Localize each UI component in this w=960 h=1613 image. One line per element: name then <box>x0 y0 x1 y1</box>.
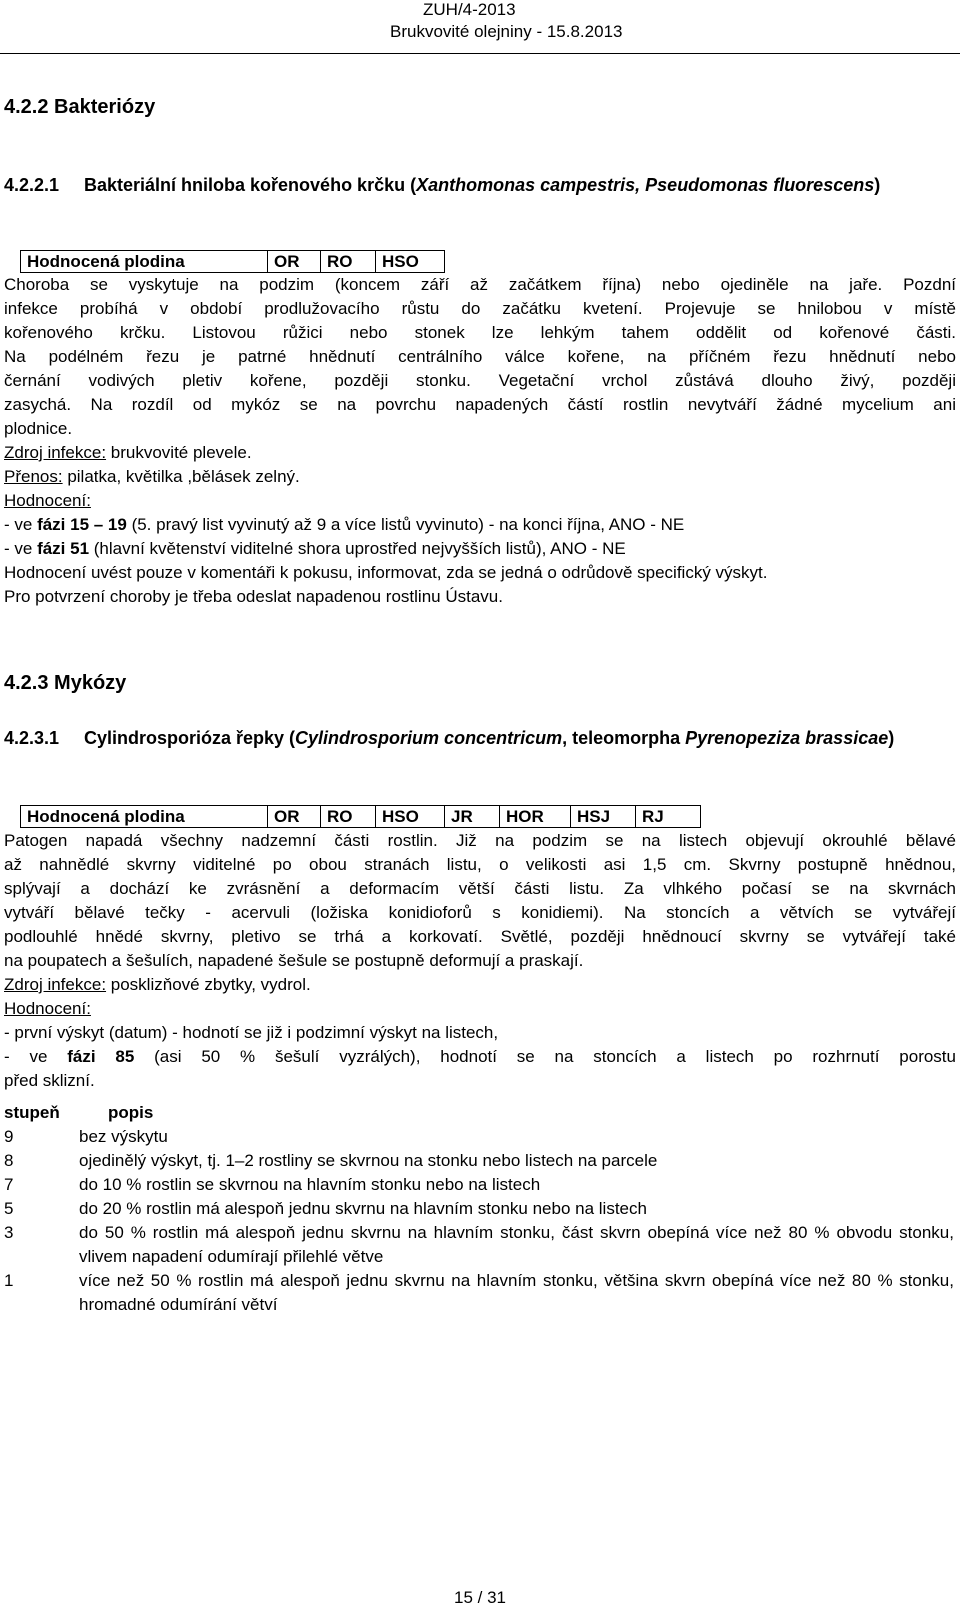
subsection-number: 4.2.3.1 <box>4 728 60 748</box>
zdroj-infekce-line: Zdroj infekce: posklizňové zbytky, vydrol. <box>4 975 311 994</box>
doc-title: Brukvovité olejniny - 15.8.2013 <box>390 22 623 41</box>
section-heading-bakteriozy: 4.2.2 Bakteriózy <box>4 96 156 118</box>
crop-cell: HSJ <box>571 806 636 828</box>
zdroj-label: Zdroj infekce: <box>4 443 107 462</box>
subsection-title: Cylindrosporióza řepky (Cylindrosporium concentricum, teleomorpha Pyrenopeziza brassicae) <box>84 728 895 748</box>
scale-row: 5 do 20 % rostlin má alespoň jednu skvrnu na hlavním stonku nebo na listech <box>4 1199 647 1218</box>
zdroj-infekce-line: Zdroj infekce: brukvovité plevele. <box>4 443 252 462</box>
subsection-heading-cylindrosporioza <box>4 726 954 776</box>
crop-cell: OR <box>268 806 321 828</box>
text-line: Patogen napadá všechny nadzemní části rostlin. Již na podzim se na listech objevují okrouhlé bělavé <box>4 831 956 850</box>
section-heading-mykozy: 4.2.3 Mykózy <box>4 672 127 694</box>
page-number: 15 / 31 <box>454 1588 506 1607</box>
evaluation-line: - první výskyt (datum) - hodnotí se již i podzimní výskyt na listech, <box>4 1023 499 1042</box>
subsection-heading-bakterialni-hniloba <box>4 173 954 223</box>
text-line: Choroba se vyskytuje na podzim (koncem září až začátkem října) nebo ojediněle na jaře. Pozdní <box>4 275 956 294</box>
scale-row: 8 ojedinělý výskyt, tj. 1–2 rostliny se skvrnou na stonku nebo listech na parcele <box>4 1151 658 1170</box>
text-line: Pro potvrzení choroby je třeba odeslat napadenou rostlinu Ústavu. <box>4 587 503 606</box>
text-line: na poupatech a šešulích, napadené šešule se postupně deformují a praskají. <box>4 951 584 970</box>
crop-cell: Hodnocená plodina <box>21 251 268 273</box>
text-line: plodnice. <box>4 419 73 438</box>
crop-cell: OR <box>268 251 321 273</box>
prenos-label: Přenos: <box>4 467 63 486</box>
scale-row: 3 do 50 % rostlin má alespoň jednu skvrnu na hlavním stonku, část skvrn obepíná více než 80 % obvodu stonku, vlivem napadení odumírají přilehlé větve <box>4 1223 954 1266</box>
text-line: kořenového krčku. Listovou růžici nebo stonek lze lehkým tahem oddělit od kořenové části. <box>4 323 956 342</box>
mykozy-description <box>4 829 956 1093</box>
text-line: vytváří bělavé tečky - acervuli (ložiska konidioforů s konidiemi). Na stoncích a větvích se vytvářejí <box>4 903 956 922</box>
crop-cell: RO <box>321 251 376 273</box>
evaluation-line: - ve fázi 85 (asi 50 % šešulí vyzrálých), hodnotí se na stoncích a listech po rozhrnutí porostu <box>4 1047 956 1066</box>
scale-row: 9 bez výskytu <box>4 1127 168 1146</box>
hodnoceni-label: Hodnocení: <box>4 999 91 1018</box>
scale-header-popis: popis <box>108 1103 154 1122</box>
crop-cell: Hodnocená plodina <box>21 806 268 828</box>
bakteriozy-description <box>4 273 956 609</box>
subsection-number: 4.2.2.1 <box>4 175 60 195</box>
scale-header <box>4 1101 954 1125</box>
scale-row: 7 do 10 % rostlin se skvrnou na hlavním stonku nebo na listech <box>4 1175 541 1194</box>
subsection-title: Bakteriální hniloba kořenového krčku (Xanthomonas campestris, Pseudomonas fluorescens) <box>84 175 881 195</box>
text-line: podlouhlé hnědé skvrny, pletivo se trhá a korkovatí. Světlé, později hnědnoucí skvrny se vytvářejí také <box>4 927 956 946</box>
text-line: až nahnědlé skvrny viditelné po obou stranách listu, o velikosti asi 1,5 cm. Skvrny postupně hnědnou, <box>4 855 956 874</box>
crop-cell: HSO <box>376 806 445 828</box>
hodnoceni-label: Hodnocení: <box>4 491 91 510</box>
text-line: Hodnocení uvést pouze v komentáři k pokusu, informovat, zda se jedná o odrůdově specifický výskyt. <box>4 563 768 582</box>
crop-table-mykozy <box>20 805 701 828</box>
crop-table-bakteriozy <box>20 250 445 273</box>
scale-row: 1 více než 50 % rostlin má alespoň jednu skvrnu na hlavním stonku, většina skvrn obepíná více než 80 % stonku, hromadné odumírání větví <box>4 1271 954 1314</box>
crop-cell: HOR <box>500 806 571 828</box>
header-rule <box>0 53 960 54</box>
zdroj-label: Zdroj infekce: <box>4 975 107 994</box>
scale-header-stupen: stupeň <box>4 1103 60 1122</box>
evaluation-line: - ve fázi 15 – 19 (5. pravý list vyvinutý až 9 a více listů vyvinuto) - na konci října, ANO - NE <box>4 515 685 534</box>
evaluation-line: - ve fázi 51 (hlavní květenství viditelné shora uprostřed nejvyšších listů), ANO - NE <box>4 539 626 558</box>
evaluation-line: před sklizní. <box>4 1071 95 1090</box>
doc-code: ZUH/4-2013 <box>423 0 516 19</box>
text-line: infekce probíhá v období prodlužovacího růstu do začátku kvetení. Projevuje se hnilobou v místě <box>4 299 956 318</box>
text-line: zasychá. Na rozdíl od mykóz se na povrchu napadených částí rostlin nevytváří žádné mycelium ani <box>4 395 956 414</box>
crop-cell: HSO <box>376 251 445 273</box>
crop-cell: RJ <box>636 806 701 828</box>
text-line: Na podélném řezu je patrné hnědnutí centrálního válce kořene, na příčném řezu hnědnutí nebo <box>4 347 956 366</box>
crop-cell: RO <box>321 806 376 828</box>
prenos-line: Přenos: pilatka, květilka ,bělásek zelný. <box>4 467 300 486</box>
crop-cell: JR <box>445 806 500 828</box>
page-header <box>0 0 960 60</box>
text-line: černání vodivých pletiv kořene, později stonku. Vegetační vrchol zůstává dlouho živý, později <box>4 371 956 390</box>
text-line: splývají a dochází ke zvrásnění a deformacím větší části listu. Za vlhkého počasí se na skvrnách <box>4 879 956 898</box>
